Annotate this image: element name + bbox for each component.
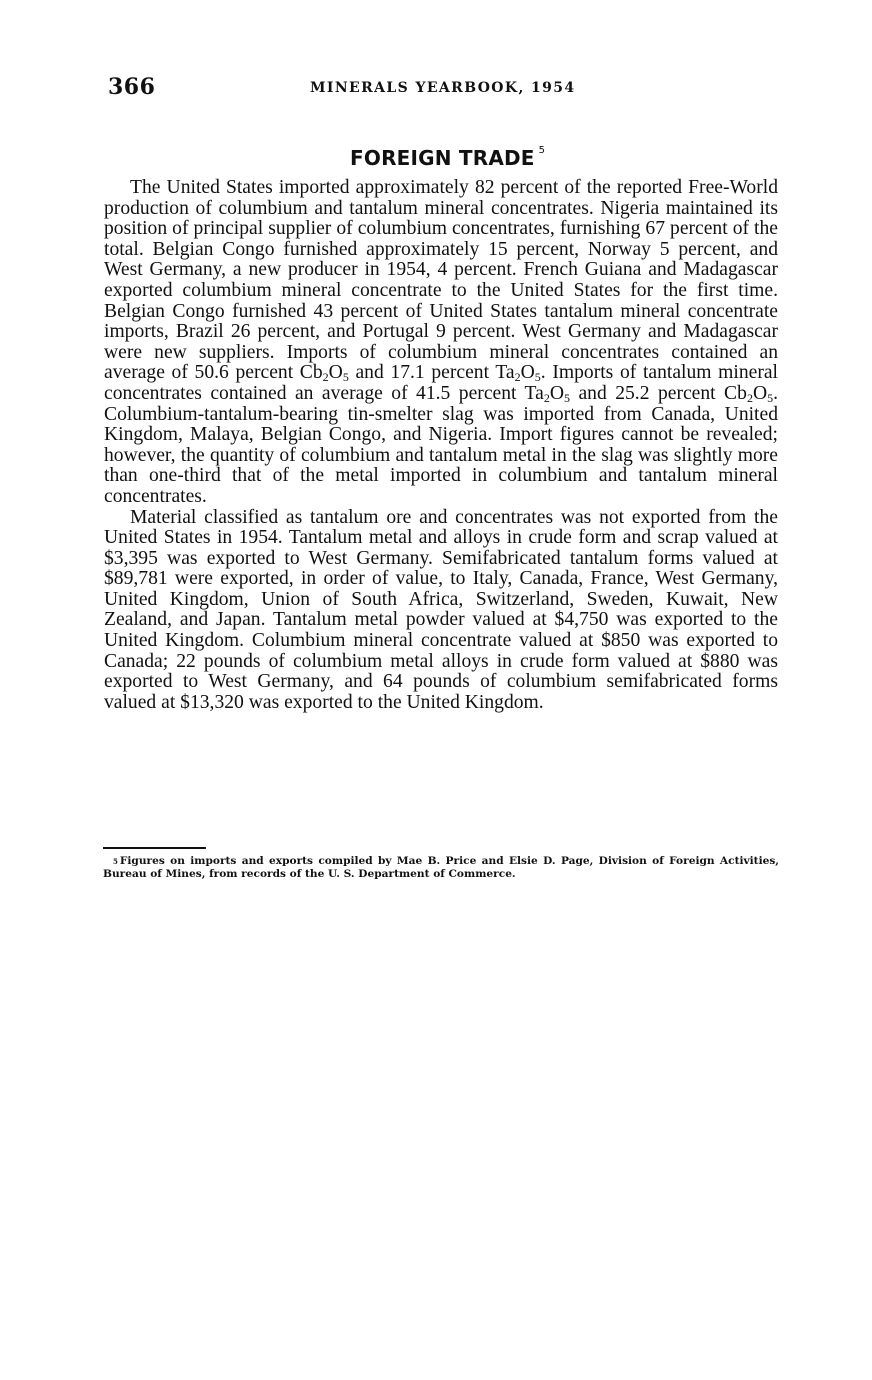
subscript: 5: [342, 370, 349, 385]
footnote-text: Figures on imports and exports compiled by Mae B. Price and Elsie D. Page, Division of Foreign Activities, Bureau of Mines, from records of the U. S. Department of Commerce.: [103, 855, 779, 880]
footnote-divider: [103, 847, 206, 849]
text-segment: O: [549, 382, 565, 404]
text-segment: and 25.2 percent Cb: [570, 382, 747, 404]
text-segment: Material classified as tantalum ore and concentrates was not exported from the United States in 1954. Tantalum metal and alloys in crude form and scrap valued at $3,395 was exported to West Germany. Semifabricated tantalum forms valued at $89,781 were exported, in order of value, to Italy, Canada, France, West Germany, United Kingdom, Union of South Africa, Switzerland, Sweden, Kuwait, New Zealand, and Japan. Tantalum metal powder valued at $4,750 was exported to the United Kingdom. Columbium mineral concentrate valued at $850 was exported to Canada; 22 pounds of columbium metal alloys in crude form valued at $880 was exported to West Germany, and 64 pounds of columbium semifabricated forms valued at $13,320 was exported to the United Kingdom.: [104, 506, 778, 713]
page-number: 366: [108, 74, 156, 100]
body-text: [104, 178, 778, 713]
running-title: MINERALS YEARBOOK, 1954: [310, 80, 576, 96]
section-title: [350, 146, 545, 170]
footnote-marker: 5: [113, 857, 118, 866]
paragraph-imports: [104, 178, 778, 508]
text-segment: . Imports of tantalum mineral concentrates contained an average of 41.5 percent Ta: [104, 362, 778, 404]
text-segment: O: [752, 382, 768, 404]
subscript: 5: [534, 370, 541, 385]
footnote-reference: 5: [538, 145, 546, 156]
text-segment: O: [520, 362, 535, 384]
section-title-text: FOREIGN TRADE: [350, 146, 535, 170]
subscript: 2: [746, 390, 753, 405]
text-segment: The United States imported approximately 82 percent of the reported Free-World production of columbium and tantalum mineral concentrates. Nigeria maintained its position of principal supplier of columbium concentrates, furnishing 67 percent of the total. Belgian Congo furnished approximately 15 percent, Norway 5 percent, and West Germany, a new producer in 1954, 4 percent. French Guiana and Madagascar exported columbium mineral concentrate to the United States for the first time. Belgian Congo furnished 43 percent of United States tantalum mineral concentrate imports, Brazil 26 percent, and Portugal 9 percent. West Germany and Madagascar were new suppliers. Imports of columbium mineral concentrates contained an average of 50.6 percent Cb: [104, 177, 778, 384]
subscript: 2: [543, 390, 550, 405]
subscript: 5: [564, 390, 571, 405]
text-segment: . Columbium-tantalum-bearing tin-smelter slag was imported from Canada, United Kingdom, Malaya, Belgian Congo, and Nigeria. Import figures cannot be revealed; however, the quantity of columbium and tantalum metal in the slag was slightly more than one-third that of the metal imported in columbium and tantalum mineral concentrates.: [104, 382, 778, 507]
subscript: 5: [767, 390, 774, 405]
paragraph-exports: [104, 508, 778, 714]
text-segment: O: [328, 362, 343, 384]
subscript: 2: [514, 370, 521, 385]
text-segment: and 17.1 percent Ta: [348, 362, 515, 384]
footnote: [103, 855, 779, 881]
subscript: 2: [322, 370, 329, 385]
